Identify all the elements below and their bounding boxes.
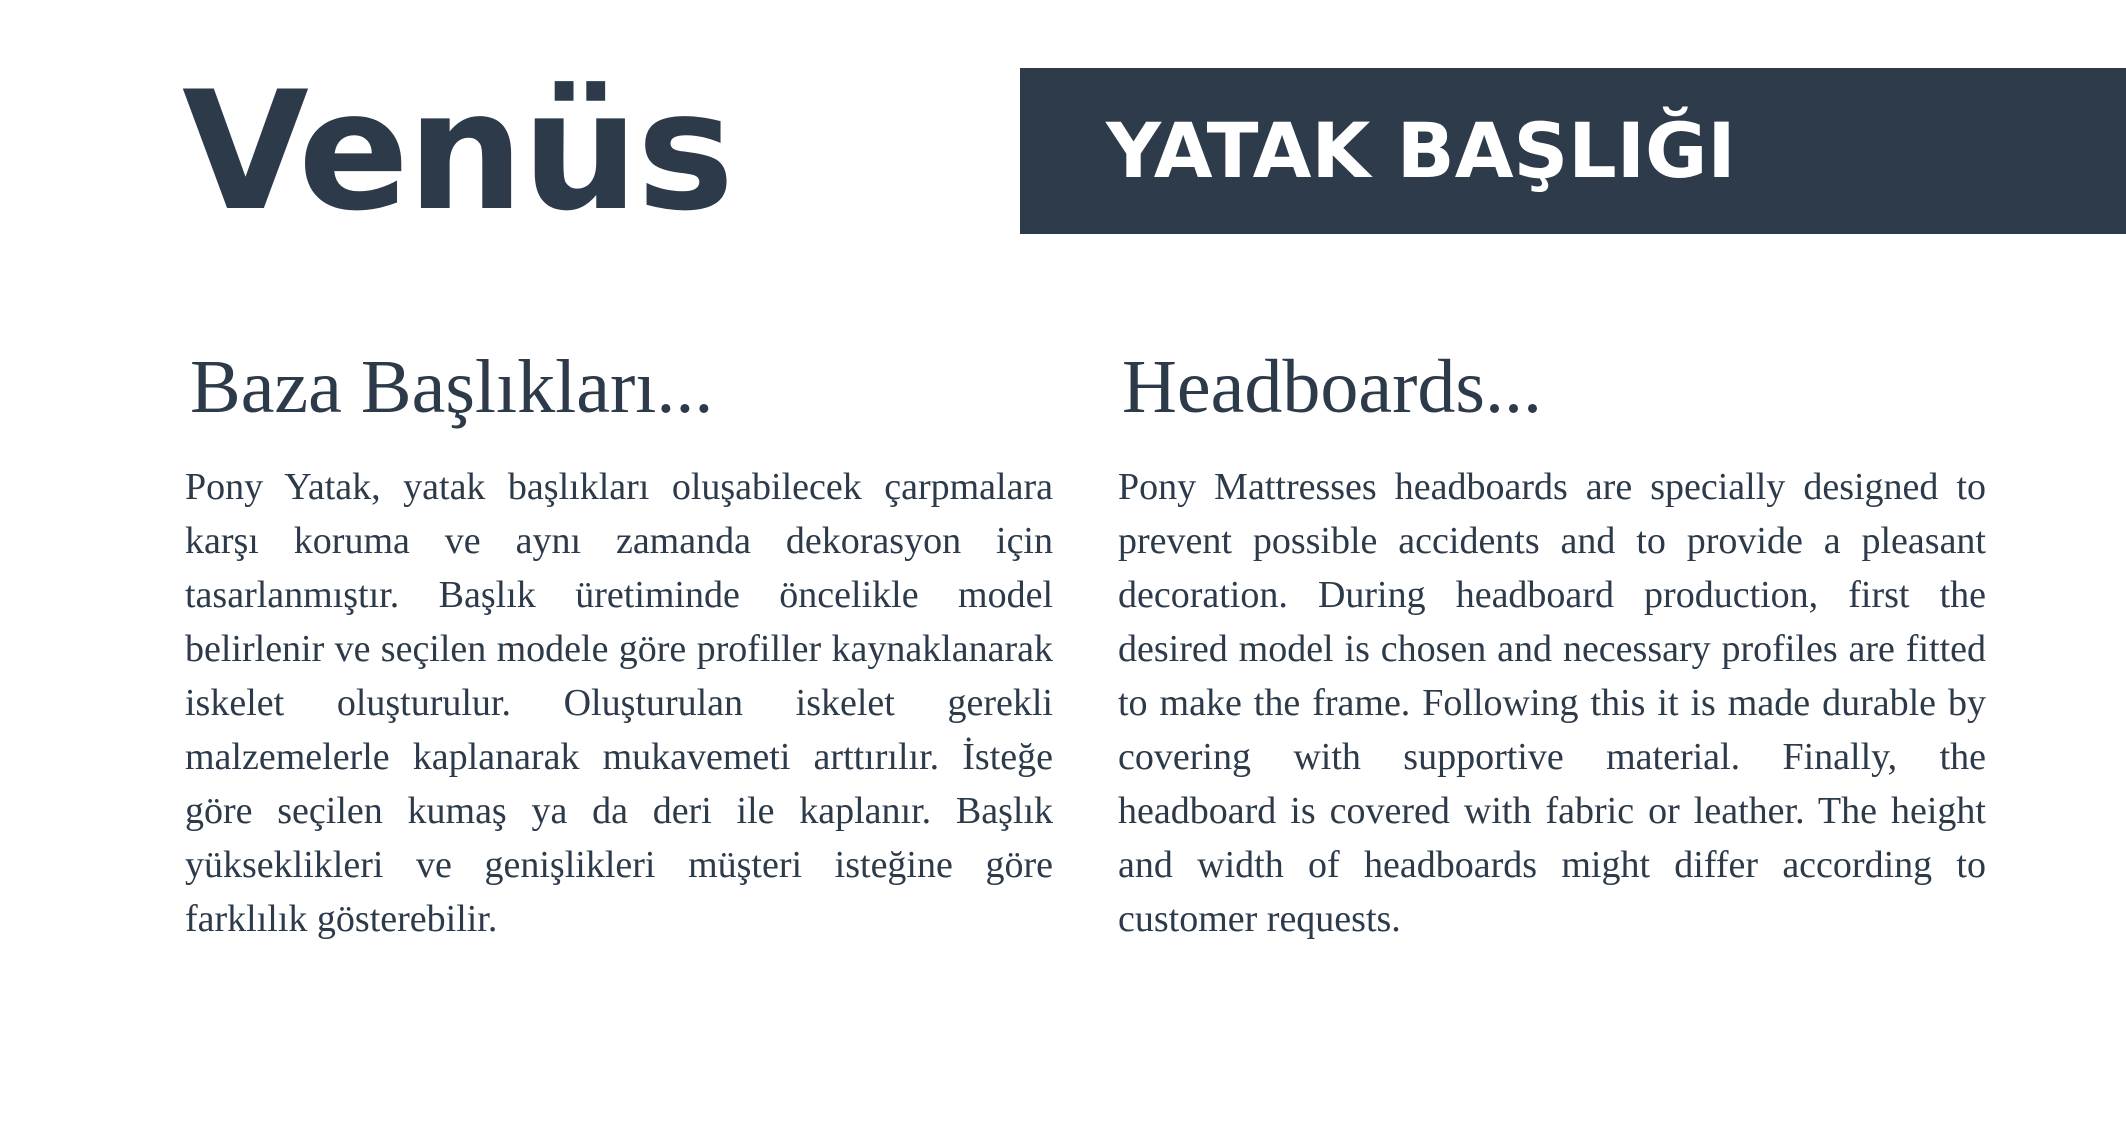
section-heading-turkish: Baza Başlıkları... bbox=[190, 345, 714, 429]
category-title: YATAK BAŞLIĞI bbox=[1106, 106, 1736, 195]
section-text-english: Pony Mattresses headboards are specially designed to prevent possible accidents and to provide a pleasant decoration. During headboard production, first the desired model is chosen and necessary profiles are fitted to make the frame. Following this it is made durable by covering with supportive material. Finally, the headboard is covered with fabric or leather. The height and width of headboards might differ according to customer requests. bbox=[1118, 466, 1986, 940]
section-text-turkish: Pony Yatak, yatak başlıkları oluşabilecek çarpmalara karşı koruma ve aynı zamanda dekorasyon için tasarlanmıştır. Başlık üretiminde öncelikle model belirlenir ve seçilen modele göre profiller kaynaklanarak iskelet oluşturulur. Oluşturulan iskelet gerekli malzemelerle kaplanarak mukavemeti arttırılır. İsteğe göre seçilen kumaş ya da deri ile kaplanır. Başlık yükseklikleri ve genişlikleri müşteri isteğine göre farklılık gösterebilir. bbox=[185, 466, 1053, 940]
product-name: Venüs bbox=[182, 56, 733, 247]
category-banner bbox=[1020, 68, 2126, 234]
section-heading-english: Headboards... bbox=[1122, 345, 1542, 429]
